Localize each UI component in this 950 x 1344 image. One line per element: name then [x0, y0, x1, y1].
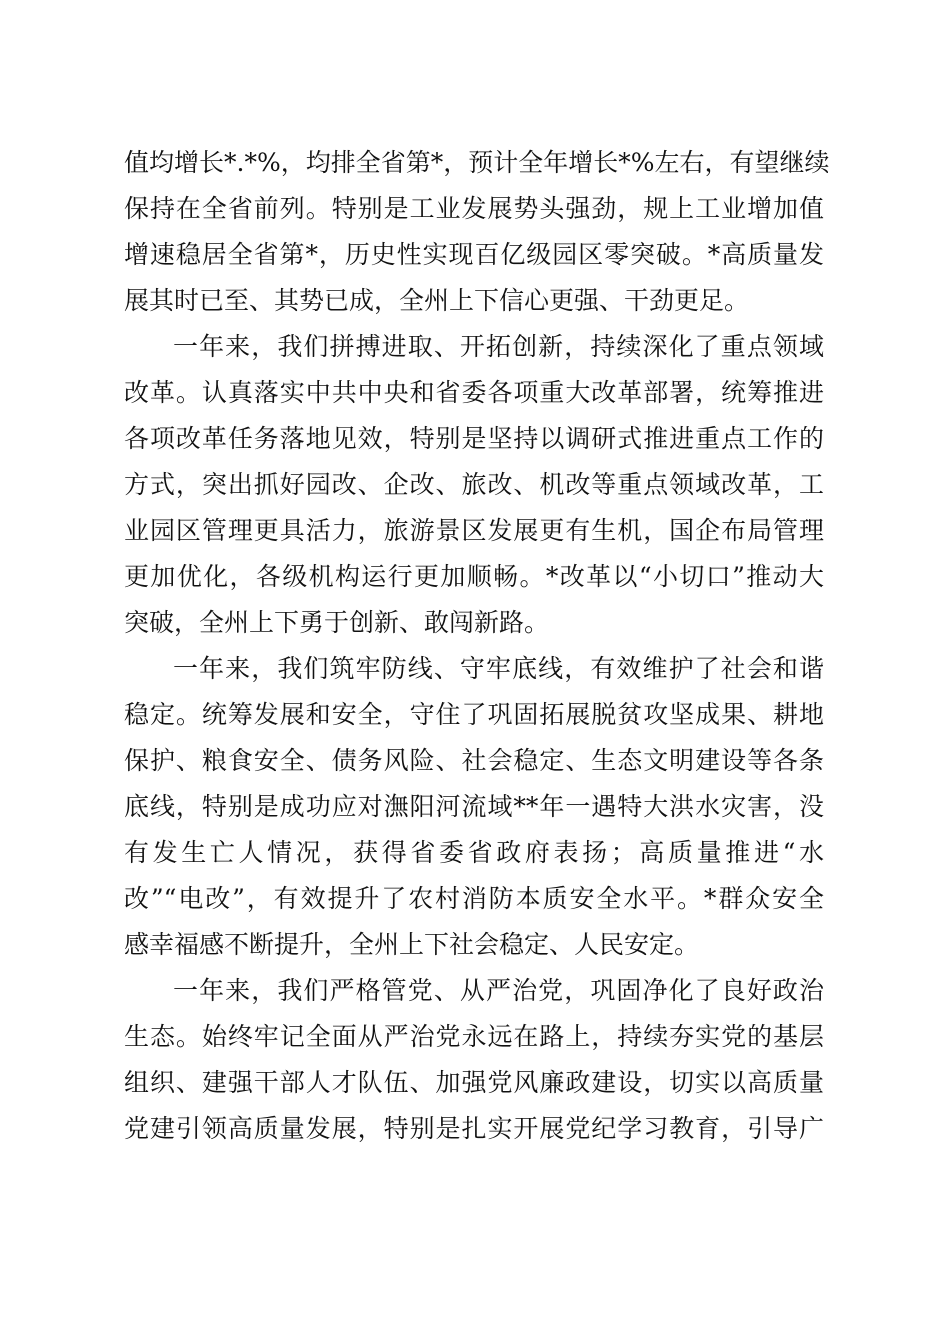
text-line: 改革。认真落实中共中央和省委各项重大改革部署，统筹推进 [124, 378, 824, 407]
text-line: 各项改革任务落地见效，特别是坚持以调研式推进重点工作的 [124, 424, 824, 453]
text-line: 突破，全州上下勇于创新、敢闯新路。 [124, 608, 550, 637]
text-line: 业园区管理更具活力，旅游景区发展更有生机，国企布局管理 [124, 516, 824, 545]
text-line: 值均增长*.*%，均排全省第*，预计全年增长*%左右，有望继续 [124, 148, 830, 177]
paragraph-first-line: 一年来，我们严格管党、从严治党，巩固净化了良好政治 [173, 976, 824, 1005]
text-line: 有发生亡人情况，获得省委省政府表扬；高质量推进“水 [124, 838, 824, 867]
text-line: 感幸福感不断提升，全州上下社会稳定、人民安定。 [124, 930, 700, 959]
text-line: 更加优化，各级机构运行更加顺畅。*改革以“小切口”推动大 [124, 562, 824, 591]
text-line: 生态。始终牢记全面从严治党永远在路上，持续夯实党的基层 [124, 1022, 824, 1051]
text-line: 底线，特别是成功应对潕阳河流域**年一遇特大洪水灾害，没 [124, 792, 824, 821]
paragraph-first-line: 一年来，我们筑牢防线、守牢底线，有效维护了社会和谐 [173, 654, 824, 683]
text-line: 保持在全省前列。特别是工业发展势头强劲，规上工业增加值 [124, 194, 824, 223]
text-line: 党建引领高质量发展，特别是扎实开展党纪学习教育，引导广 [124, 1114, 824, 1143]
text-line: 稳定。统筹发展和安全，守住了巩固拓展脱贫攻坚成果、耕地 [124, 700, 824, 729]
text-line: 方式，突出抓好园改、企改、旅改、机改等重点领域改革，工 [124, 470, 824, 499]
text-line: 增速稳居全省第*，历史性实现百亿级园区零突破。*高质量发 [124, 240, 824, 269]
text-line: 展其时已至、其势已成，全州上下信心更强、干劲更足。 [124, 286, 750, 315]
text-line: 改”“电改”，有效提升了农村消防本质安全水平。*群众安全 [124, 884, 824, 913]
text-line: 保护、粮食安全、债务风险、社会稳定、生态文明建设等各条 [124, 746, 824, 775]
text-line: 组织、建强干部人才队伍、加强党风廉政建设，切实以高质量 [124, 1068, 824, 1097]
paragraph-first-line: 一年来，我们拼搏进取、开拓创新，持续深化了重点领域 [173, 332, 824, 361]
